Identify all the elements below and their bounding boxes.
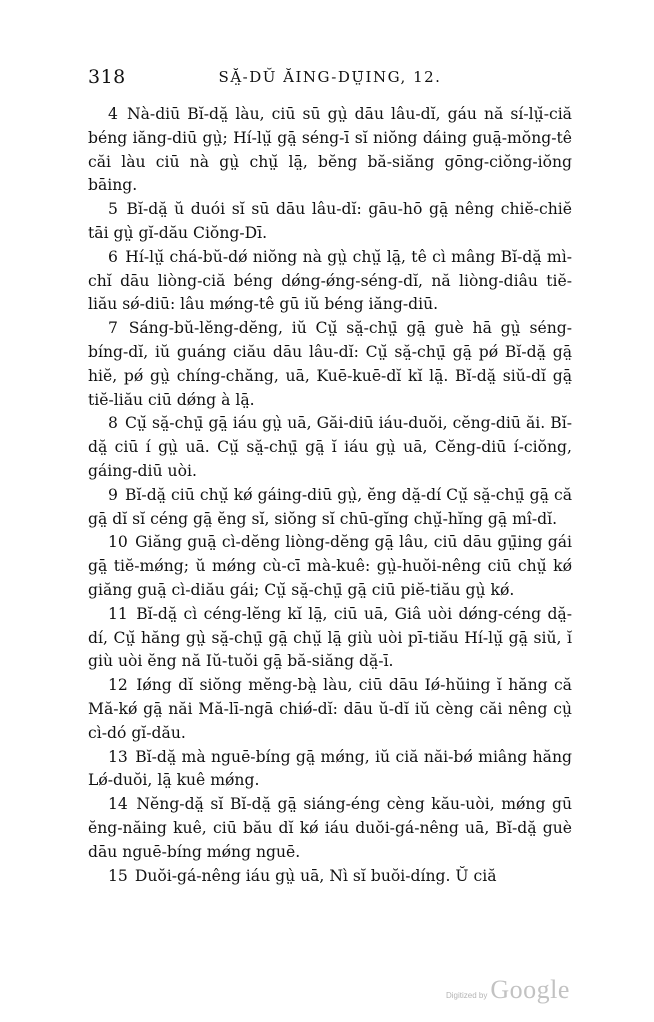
verse-number: 12 <box>108 676 128 695</box>
verse-text: Nĕng-dă̤ sĭ Bĭ-dă̤ gā̤ siáng-éng cèng kău-uòi, mǿng gū ĕng-năing kuê, ciū bău dĭ kǿ iáu duŏi-gá-nêng uā, Bĭ-dă̤ guè dāu nguē-bíng mǿng nguē. <box>88 795 572 861</box>
verse-text: Giăng guā̤ cì-dĕng liòng-dĕng gā̤ lâu, ciū dāu gṳ̄ing gái gā̤ tiĕ-mǿng; ŭ mǿng cù-cī mà-kuê: gṳ̀-huŏi-nêng ciū chṳ̆ kǿ giăng guā̤ cì-diău gái; Cṳ̆ să̤-chṳ̄ gā̤ ciū piĕ-tiău gṳ̀ kǿ. <box>88 533 572 599</box>
page-number: 318 <box>88 66 126 88</box>
verse-text: Nà-diū Bĭ-dă̤ làu, ciū sū gṳ̀ dāu lâu-dĭ, gáu nă sí-lṳ̆-ciă béng iăng-diū gṳ̀; Hí-lṳ̆ gā̤ séng-ī sĭ niŏng dáing guā̤-mŏng-tê căi làu ciū nà gṳ̀ chṳ̆ lā̤, bĕng bă-siăng gōng-ciŏng-iŏng bāing. <box>88 105 572 195</box>
verse-number: 15 <box>108 866 128 885</box>
verse <box>88 674 572 745</box>
verse <box>88 531 572 602</box>
verse-text: Bĭ-dă̤ ciū chṳ̆ kǿ gáing-diū gṳ̀, ĕng dă̤-dí Cṳ̆ să̤-chṳ̄ gā̤ că gā̤ dĭ sĭ céng gā̤ ĕng sĭ, siŏng sĭ chū-gĭng chṳ̆-hĭng gā̤ mî-dĭ. <box>88 485 572 528</box>
verse-number: 14 <box>108 795 128 814</box>
verse <box>88 317 572 412</box>
verse-number: 10 <box>108 533 128 552</box>
watermark-prefix: Digitized by <box>446 991 488 1000</box>
verse <box>88 103 572 198</box>
verse-list <box>88 103 572 888</box>
verse-text: Sáng-bŭ-lĕng-dĕng, iŭ Cṳ̆ să̤-chṳ̄ gā̤ guè hā gṳ̀ séng-bíng-dĭ, iŭ guáng ciău dāu lâu-dĭ: Cṳ̆ să̤-chṳ̄ gā̤ pǿ Bĭ-dă̤ gā̤ hiĕ, pǿ gṳ̀ chíng-chăng, uā, Kuē-kuē-dĭ kĭ lā̤. Bĭ-dă̤ siŭ-dĭ gā̤ tiĕ-liău ciū dǿng à lā̤. <box>88 319 572 409</box>
verse <box>88 865 572 889</box>
google-logo: Google <box>490 975 570 1004</box>
verse <box>88 603 572 674</box>
verse <box>88 793 572 864</box>
digitized-by-google-watermark <box>446 975 570 1005</box>
verse-number: 13 <box>108 747 128 766</box>
verse-number: 8 <box>108 414 118 433</box>
verse <box>88 412 572 483</box>
page-header <box>88 66 572 92</box>
verse-number: 4 <box>108 105 118 123</box>
verse-number: 6 <box>108 247 118 266</box>
verse <box>88 746 572 794</box>
verse <box>88 246 572 317</box>
verse-text: Cṳ̆ să̤-chṳ̄ gā̤ iáu gṳ̀ uā, Găi-diū iáu-duŏi, cĕng-diū ăi. Bĭ-dă̤ ciū í gṳ̀ uā. Cṳ̆ să̤-chṳ̄ gā̤ ĭ iáu gṳ̀ uā, Cĕng-diū í-ciŏng, gáing-diū uòi. <box>88 414 572 480</box>
verse-number: 7 <box>108 319 118 338</box>
verse-text: Hí-lṳ̆ chá-bŭ-dǿ niŏng nà gṳ̀ chṳ̆ lā̤, tê cì mâng Bĭ-dă̤ mì-chĭ dāu liòng-ciă béng dǿng-ǿng-séng-dĭ, nă liòng-diâu tiĕ-liău sǿ-diū: lâu mǿng-tê gū iŭ béng iăng-diū. <box>88 247 572 314</box>
running-title: SĂ̤-DŬ ĂING-DṲ̄ING, 12. <box>218 68 442 86</box>
verse-text: Bĭ-dă̤ cì céng-lĕng kĭ lā̤, ciū uā, Giâ uòi dǿng-céng dă̤-dí, Cṳ̆ hăng gṳ̀ să̤-chṳ̄ gā̤ chṳ̆ lā̤ giù uòi pī-tiău Hí-lṳ̆ gā̤ siŭ, ĭ giù uòi ĕng nă Iŭ-tuŏi gā̤ bă-siăng dă̤-ī. <box>88 604 572 671</box>
verse-number: 5 <box>108 200 118 219</box>
verse-text: Bĭ-dă̤ mà nguē-bíng gā̤ mǿng, iŭ ciă năi-bǿ miâng hăng Lǿ-duŏi, lā̤ kuê mǿng. <box>88 747 572 790</box>
verse-number: 11 <box>108 604 128 623</box>
verse <box>88 484 572 532</box>
verse-text: Duŏi-gá-nêng iáu gṳ̀ uā, Nì sĭ buŏi-díng. Ŭ ciă <box>134 866 497 885</box>
verse-text: Iǿng dĭ siŏng mĕng-bà̤ làu, ciū dāu Iǿ-hŭing ĭ hăng că Mă-kǿ gā̤ năi Mă-lī-ngā chiǿ-dĭ: dāu ŭ-dĭ iŭ cèng căi nêng cṳ̀ cì-dó gĭ-dău. <box>88 676 572 742</box>
verse <box>88 198 572 246</box>
verse-number: 9 <box>108 485 118 504</box>
verse-text: Bĭ-dă̤ ŭ duói sĭ sū dāu lâu-dĭ: gāu-hō gā̤ nêng chiĕ-chiĕ tāi gṳ̀ gĭ-dău Ciŏng-Dī. <box>88 200 572 242</box>
